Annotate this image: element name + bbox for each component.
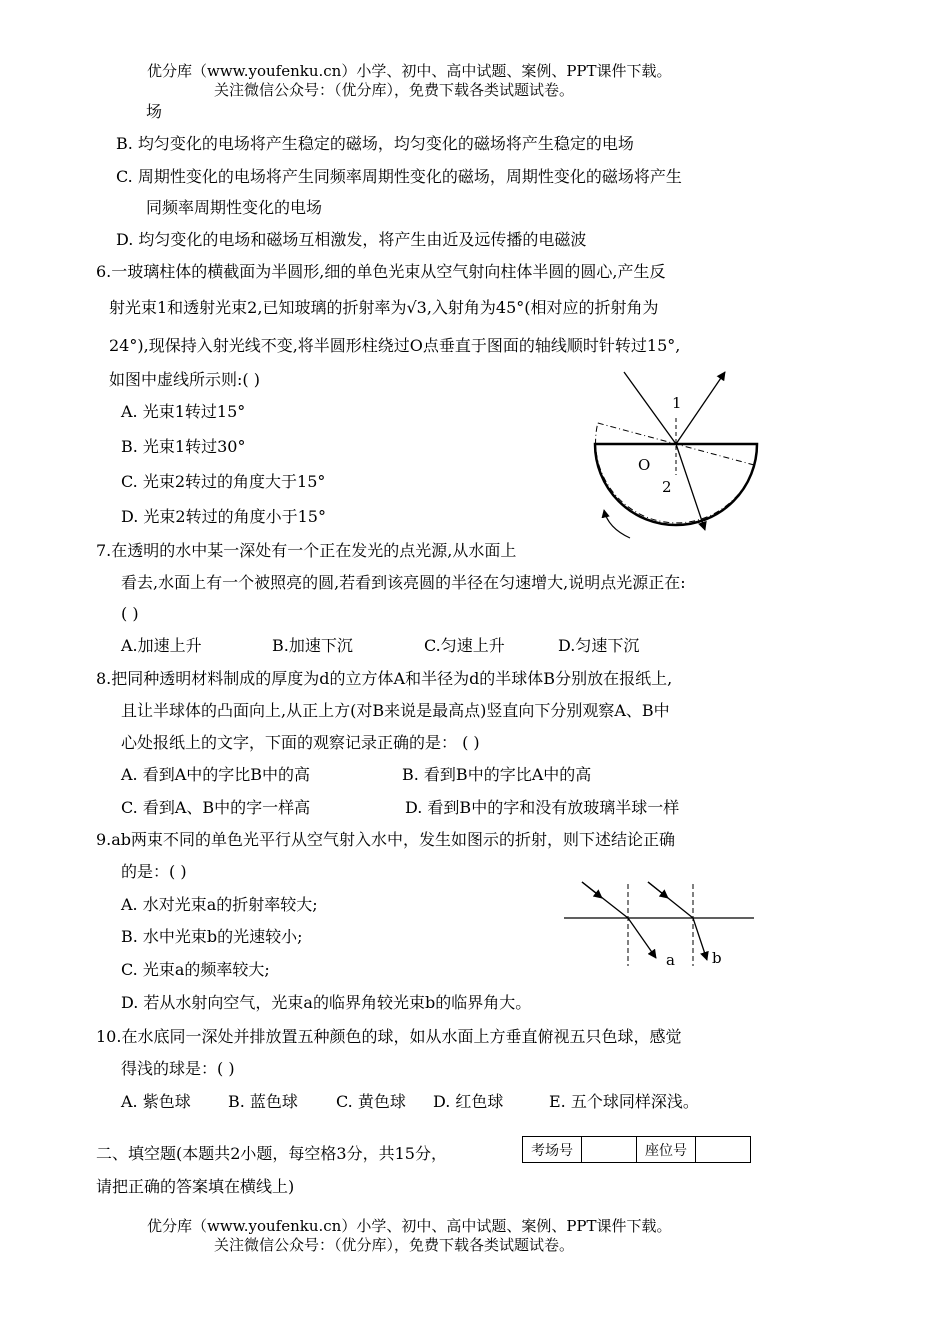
- q6-line-2: 射光束1和透射光束2,已知玻璃的折射率为√3,入射角为45°(相对应的折射角为: [109, 298, 659, 317]
- rotation-arrow: [604, 510, 630, 538]
- q7-option-c: C.匀速上升: [424, 636, 505, 655]
- q7-line-3: ( ): [121, 604, 139, 623]
- q8-line-2: 且让半球体的凸面向上,从正上方(对B来说是最高点)竖直向下分别观察A、B中: [121, 701, 670, 720]
- q10-option-a: A. 紫色球: [121, 1092, 191, 1111]
- q10-line-1: 10.在水底同一深处并排放置五种颜色的球，如从水面上方垂直俯视五只色球，感觉: [96, 1027, 682, 1046]
- q4-option-c-line2: 同频率周期性变化的电场: [146, 198, 323, 217]
- q9-option-b: B. 水中光束b的光速较小;: [121, 927, 303, 946]
- q4-option-d: D. 均匀变化的电场和磁场互相激发，将产生由近及远传播的电磁波: [116, 230, 587, 249]
- seat-no-label: 座位号: [637, 1137, 696, 1163]
- q9-option-c: C. 光束a的频率较大;: [121, 960, 270, 979]
- q8-option-a: A. 看到A中的字比B中的高: [121, 765, 311, 784]
- q8-option-c: C. 看到A、B中的字一样高: [121, 798, 311, 817]
- exam-info-table: [522, 1136, 751, 1163]
- q7-line-1: 7.在透明的水中某一深处有一个正在发光的点光源,从水面上: [96, 541, 517, 560]
- q6-option-a: A. 光束1转过15°: [121, 402, 246, 421]
- refracted-ray-2: [676, 444, 705, 530]
- q6-line-3: 24°),现保持入射光线不变,将半圆形柱绕过O点垂直于图面的轴线顺时针转过15°,: [109, 336, 681, 355]
- seat-no-field[interactable]: [696, 1137, 751, 1163]
- q9-option-a: A. 水对光束a的折射率较大;: [121, 895, 318, 914]
- q6-line-1: 6.一玻璃柱体的横截面为半圆形,细的单色光束从空气射向柱体半圆的圆心,产生反: [96, 262, 666, 281]
- fig-label-2: 2: [662, 478, 672, 496]
- q7-option-a: A.加速上升: [121, 636, 202, 655]
- q6-option-c: C. 光束2转过的角度大于15°: [121, 472, 326, 491]
- q6-figure: [580, 360, 780, 550]
- footer-line-1: 优分库（www.youfenku.cn）小学、初中、高中试题、案例、PPT课件下载。: [147, 1217, 672, 1235]
- incident-ray: [624, 372, 676, 444]
- exam-room-field[interactable]: [582, 1137, 637, 1163]
- fig-label-1: 1: [672, 394, 682, 412]
- q8-line-1: 8.把同种透明材料制成的厚度为d的立方体A和半径为d的半球体B分别放在报纸上,: [96, 669, 673, 688]
- q6-option-d: D. 光束2转过的角度小于15°: [121, 507, 326, 526]
- exam-room-label: 考场号: [523, 1137, 582, 1163]
- section2-title: 二、填空题(本题共2小题，每空格3分，共15分，: [96, 1144, 447, 1163]
- q7-option-b: B.加速下沉: [272, 636, 353, 655]
- header-line-1: 优分库（www.youfenku.cn）小学、初中、高中试题、案例、PPT课件下载。: [147, 62, 672, 80]
- q9-line-1: 9.ab两束不同的单色光平行从空气射入水中，发生如图示的折射，则下述结论正确: [96, 830, 676, 849]
- q8-option-d: D. 看到B中的字和没有放玻璃半球一样: [405, 798, 680, 817]
- fig-label-o: O: [638, 456, 651, 474]
- header-line-2: 关注微信公众号：（优分库），免费下载各类试题试卷。: [214, 81, 575, 99]
- q4-option-c-line1: C. 周期性变化的电场将产生同频率周期性变化的磁场，周期性变化的磁场将产生: [116, 167, 682, 186]
- fig-label-a: a: [666, 951, 675, 969]
- reflected-ray-1: [676, 372, 725, 444]
- q7-option-d: D.匀速下沉: [558, 636, 640, 655]
- q4-option-b: B. 均匀变化的电场将产生稳定的磁场，均匀变化的磁场将产生稳定的电场: [116, 134, 634, 153]
- refracted-beam-a: [628, 918, 656, 958]
- q10-option-c: C. 黄色球: [336, 1092, 406, 1111]
- q9-figure: [560, 878, 760, 978]
- q8-option-b: B. 看到B中的字比A中的高: [402, 765, 592, 784]
- footer-line-2: 关注微信公众号：（优分库），免费下载各类试题试卷。: [214, 1236, 575, 1254]
- q10-option-b: B. 蓝色球: [228, 1092, 298, 1111]
- q10-option-e: E. 五个球同样深浅。: [549, 1092, 699, 1111]
- fig-label-b: b: [712, 949, 722, 967]
- q8-line-3: 心处报纸上的文字，下面的观察记录正确的是： ( ): [121, 733, 480, 752]
- q6-option-b: B. 光束1转过30°: [121, 437, 246, 456]
- q4-tail: 场: [146, 102, 163, 121]
- q10-option-d: D. 红色球: [433, 1092, 504, 1111]
- section2-instruction: 请把正确的答案填在横线上): [96, 1177, 295, 1196]
- q9-line-2: 的是：( ): [121, 862, 187, 881]
- rotated-semicircle-dashed: [596, 423, 755, 523]
- q6-line-4: 如图中虚线所示则:( ): [109, 370, 260, 389]
- q7-line-2: 看去,水面上有一个被照亮的圆,若看到该亮圆的半径在匀速增大,说明点光源正在:: [121, 573, 686, 592]
- incident-beam-a-arrow: [582, 882, 602, 898]
- q9-option-d: D. 若从水射向空气，光束a的临界角较光束b的临界角大。: [121, 993, 532, 1012]
- refracted-beam-b: [693, 918, 707, 960]
- q10-line-2: 得浅的球是：( ): [121, 1059, 235, 1078]
- incident-beam-b-arrow: [648, 882, 668, 898]
